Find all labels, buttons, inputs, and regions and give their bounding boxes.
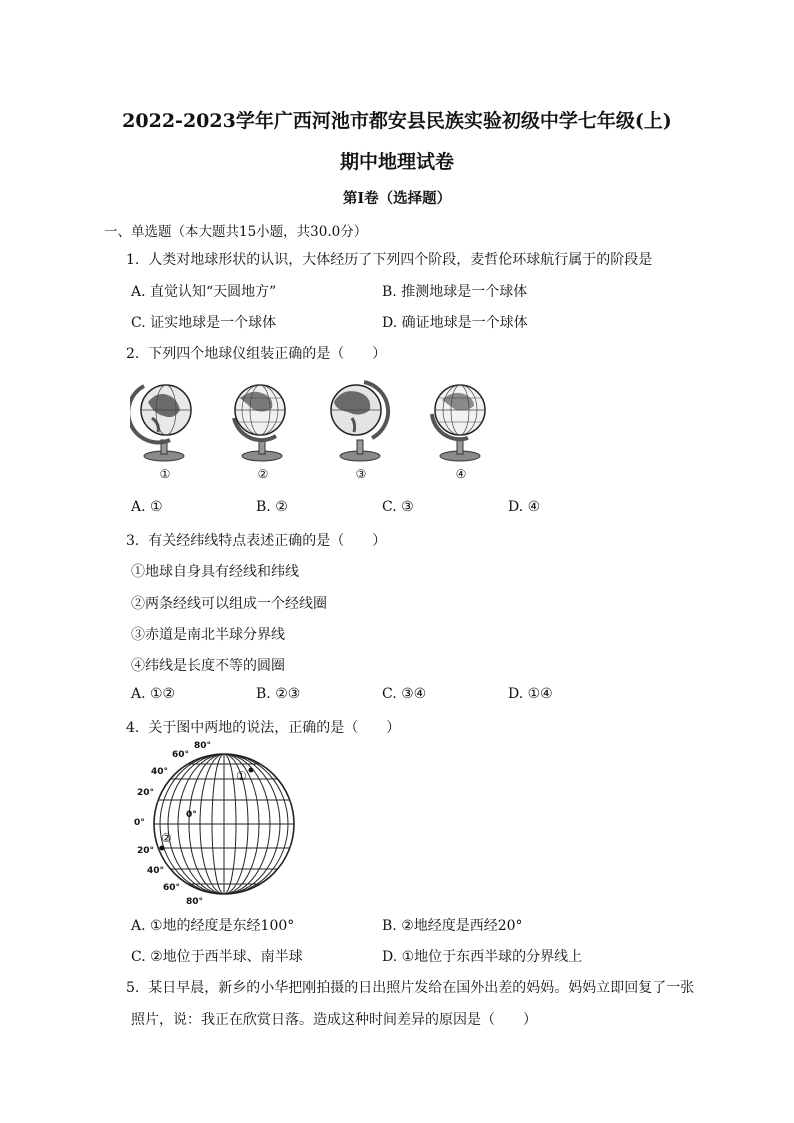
lat-label-20s: 20°	[137, 846, 155, 856]
q3-option-d[interactable]: D. ①④	[508, 686, 553, 702]
latlon-grid-map	[128, 740, 298, 908]
lat-label-40n: 40°	[151, 767, 169, 777]
question-stem: 下列四个地球仪组装正确的是（ ）	[148, 346, 387, 362]
q3-option-c[interactable]: C. ③④	[382, 686, 427, 702]
q1-option-b[interactable]: B. 推测地球是一个球体	[382, 284, 528, 300]
q3-option-b[interactable]: B. ②③	[256, 686, 301, 702]
lat-label-80n: 80°	[194, 741, 212, 751]
globe-image-2	[224, 378, 296, 464]
q2-option-b[interactable]: B. ②	[256, 499, 288, 515]
question-4	[126, 717, 400, 737]
exam-title-line2: 期中地理试卷	[339, 151, 454, 173]
q4-option-b[interactable]: B. ②地经度是西经20°	[382, 918, 523, 934]
globe-image-1	[130, 378, 202, 464]
globe-label-2: ②	[257, 467, 269, 481]
q3-statement-2: ②两条经线可以组成一个经线圈	[131, 596, 327, 612]
question-stem: 关于图中两地的说法，正确的是（ ）	[148, 720, 401, 736]
question-1	[126, 249, 652, 269]
q1-option-a[interactable]: A. 直觉认知“天圆地方”	[131, 284, 277, 300]
q3-statement-1: ①地球自身具有经线和纬线	[131, 564, 299, 580]
lat-label-60s: 60°	[163, 883, 181, 893]
q4-option-a[interactable]: A. ①地的经度是东经100°	[131, 918, 295, 934]
q4-option-d[interactable]: D. ①地位于东西半球的分界线上	[382, 949, 583, 965]
question-stem: 有关经纬线特点表述正确的是（ ）	[148, 533, 387, 549]
lat-label-60n: 60°	[172, 750, 190, 760]
question-number: 3.	[126, 533, 140, 549]
exam-title-line1: 2022-2023学年广西河池市都安县民族实验初级中学七年级(上)	[122, 110, 672, 132]
lat-label-20n: 20°	[137, 788, 155, 798]
map-point-1-label: ①	[236, 769, 247, 783]
globe-image-4	[422, 378, 494, 464]
lat-label-40s: 40°	[147, 866, 165, 876]
globe-label-3: ③	[355, 467, 367, 481]
q1-option-d[interactable]: D. 确证地球是一个球体	[382, 315, 528, 331]
section-heading: 一、单选题（本大题共15小题，共30.0分）	[104, 224, 368, 240]
lat-label-equator: 0°	[134, 818, 145, 828]
q3-statement-3: ③赤道是南北半球分界线	[131, 627, 285, 643]
q2-option-a[interactable]: A. ①	[131, 499, 163, 515]
question-number: 4.	[126, 720, 140, 736]
question-stem: 人类对地球形状的认识，大体经历了下列四个阶段，麦哲伦环球航行属于的阶段是	[148, 252, 653, 268]
question-2	[126, 343, 386, 363]
globe-label-4: ④	[455, 467, 467, 481]
question-number: 1.	[126, 252, 140, 268]
q1-option-c[interactable]: C. 证实地球是一个球体	[131, 315, 277, 331]
question-stem: 某日早晨，新乡的小华把刚拍摄的日出照片发给在国外出差的妈妈。妈妈立即回复了一张	[148, 980, 695, 996]
q3-statement-4: ④纬线是长度不等的圆圈	[131, 658, 285, 674]
question-3	[126, 530, 386, 550]
lon-label-0: 0°	[186, 810, 197, 820]
lat-label-80s: 80°	[186, 897, 204, 907]
q2-option-d[interactable]: D. ④	[508, 499, 541, 515]
question-5-continued: 照片，说：我正在欣赏日落。造成这种时间差异的原因是（ ）	[131, 1012, 537, 1028]
question-number: 2.	[126, 346, 140, 362]
map-point-2-label: ②	[161, 831, 172, 845]
globe-label-1: ①	[159, 467, 171, 481]
q2-option-c[interactable]: C. ③	[382, 499, 414, 515]
question-number: 5.	[126, 980, 140, 996]
question-5	[126, 977, 694, 997]
volume-heading: 第I卷（选择题）	[342, 190, 452, 207]
globe-image-3	[322, 378, 394, 464]
q4-option-c[interactable]: C. ②地位于西半球、南半球	[131, 949, 303, 965]
q3-option-a[interactable]: A. ①②	[131, 686, 176, 702]
